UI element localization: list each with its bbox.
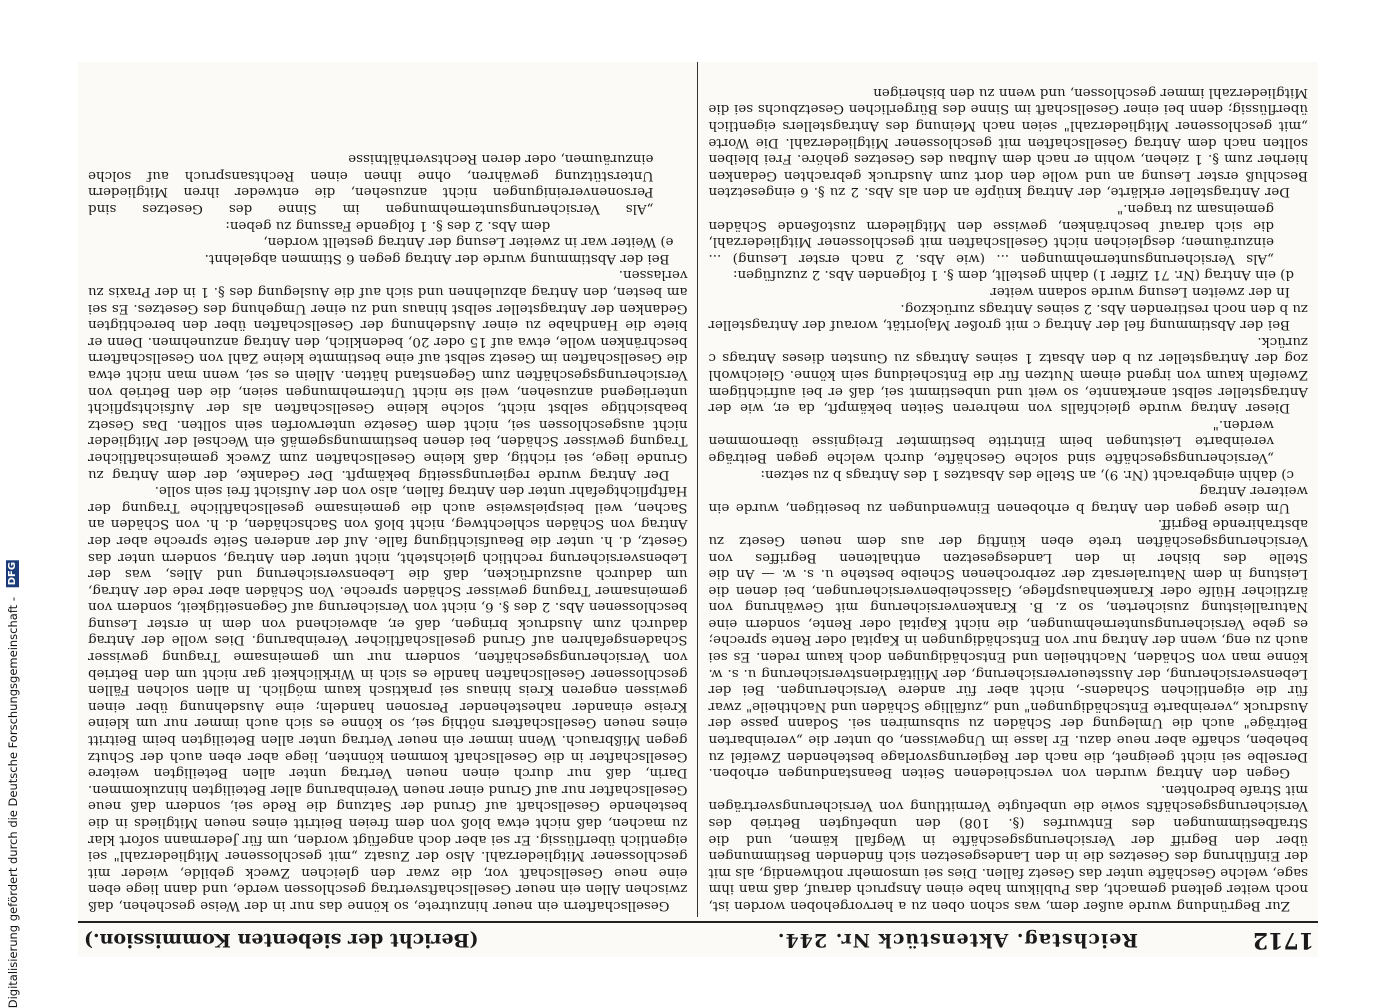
text-columns xyxy=(78,62,1318,917)
left-column xyxy=(699,62,1319,917)
motion-text-e: dem Abs. 2 des §. 1 folgende Fassung zu geben: xyxy=(225,217,551,233)
credit-text: Digitalisierung gefördert durch die Deutsche Forschungsgemeinschaft - xyxy=(6,597,20,1008)
paragraph: Bei der Abstimmung wurde der Antrag gegen 6 Stimmen abgelehnt. xyxy=(204,250,670,266)
motion-item-c: c) dahin eingebracht (Nr. 9), an Stelle des Absatzes 1 des Antrags b zu setzen: xyxy=(760,466,1294,482)
right-column xyxy=(78,62,699,917)
paragraph: Gesellschaftern ein neuer hinzutrete, so könne das nur in der Weise geschehen, daß zwischen Allen ein neuer Gesellschaftsvertrag geschlossen werde, und dann liege eben eine neue Gesellschaft vor, die zwar den gleichen Zweck gebilde, wieder mit geschlossener Mitgliederzahl. Also der Zusatz „mit geschlossener Mitgliederzahl" sei eigentlich überflüssig. Er sei aber doch angefügt worden, um für Jedermann sofort klar zu machen, daß nicht etwa bloß von dem freien Beitritt eines neuen Mitglieds in die bestehende Gesellschaft auf Grund der Satzung die Rede sei, sondern daß neue Gesellschafter nur auf Grund einer neuen Vereinbarung aller Beteiligten hinzukommen. Darin, daß nur durch einen neuen Vertrag unter allen Beteiligten weitere Gesellschafter in die Gesellschaft kommen könnten, liege aber eben auch der Schutz gegen Mißbrauch. Wenn immer ein neuer Vertrag unter allen Beteiligten beim Beitritt eines neuen Gesellschafters nöthig sei, so könne es sich auch immer nur um kleine Kreise einander nahestehender Personen handeln; eine Ausdehnung über einen gewissen engeren Kreis hinaus sei praktisch kaum möglich. In allen solchen Fällen geschlossener Gesellschaften handle es sich in Wirklichkeit gar nicht um den Betrieb von Versicherungsgeschäften, sondern nur um gemeinsame Tragung gewisser Schadensgefahren auf Grund gesellschaftlicher Vereinbarung. Dies wolle der Antrag dadurch zum Ausdruck bringen, daß er, abweichend von dem in erster Lesung beschlossenen Abs. 2 des §. 6, nicht von Versicherung auf Gegenseitigkeit, sondern von gemeinsamer Tragung gewisser Schäden spreche. Von Schäden aber rede der Antrag, um dadurch auszudrücken, daß die Lebensversicherung und Alles, was der Lebensversicherung rechtlich gleichsteht, nicht unter den Antrag, sondern unter das Gesetz, d. h. unter die Beaufsichtigung falle. Auf der anderen Seite spreche aber der Antrag von Schäden schlechtweg, nicht bloß von Sachschäden, d. h. von Schäden an Sachen, weil beispielsweise auch die gemeinsame gesellschaftliche Tragung der Haftpflichtgefahr unter den Antrag fallen, also von der Aufsicht frei sein solle. xyxy=(88,483,688,913)
page-number: 1712 xyxy=(1252,927,1314,953)
paragraph: Gegen den Antrag wurden von verschiedenen Seiten Beanstandungen erhoben. Derselbe sei nicht geeignet, die nach der Regierungsvorlage bestehenden Zweifel zu beheben, schaffe aber neue dazu. Er lasse im Ungewissen, ob unter die „vereinbarten Beiträge" auch die Umlegung der Schäden zu subsumiren sei. Sodann passe der Ausdruck „vereinbarte Entschädigungen" und „zufällige Schäden und Nachtheile" zwar für die eigentlichen Schadens-, nicht aber für andere Versicherungen. Bei der Lebensversicherung, der Aussteuerversicherung, der Militärdienstversicherung u. s. w. könne man von Schäden, Nachtheilen und Entschädigungen doch kaum reden. Es sei auch zu eng, wenn der Antrag nur von Entschädigungen in Kapital oder Rente spreche; es gebe Versicherungsunternehmungen, die nicht Kapital oder Rente, sondern eine Naturalleistung zusicherten, so z. B. Krankenversicherung mit Gewährung von ärztlicher Hülfe oder Krankenhauspflege, Glasscheibenversicherungen, bei denen die Leistung in dem Naturalersatz der zerbrochenen Scheibe bestehe u. s. w. — An die Stelle des bisher in den Landesgesetzen enthaltenen Begriffes von Versicherungsgeschäften trete eben künftig der aus dem neuen Gesetz zu abstrahirende Begriff. xyxy=(708,516,1308,781)
paragraph: In der zweiten Lesung wurde sodann weiter xyxy=(990,284,1290,300)
quote-c: „Versicherungsgeschäfte sind solche Geschäfte, durch welche gegen Beiträge vereinbarte Leistungen beim Eintritte bestimmter Ereignisse übernommen werden." xyxy=(708,416,1274,465)
document-page xyxy=(78,62,1318,957)
paragraph: Der Antragsteller erklärte, der Antrag knüpfe an den als Abs. 2 zu §. 6 eingesetzten Beschluß erster Lesung an und wolle den dort zum Ausdruck gebrachten Gedanken hierher zum §. 1 ziehen, wohin er nach dem Aufbau des Gesetzes gehöre. Frei bleiben sollten nach dem Antrag Gesellschaften mit geschlossener Mitgliederzahl. Die Worte „mit geschlossener Mitgliederzahl" seien nach Meinung des Antragstellers eigentlich überflüssig; denn bei einer Gesellschaft im Sinne des Bürgerlichen Gesetzbuchs sei die Mitgliederzahl immer geschlossen, und wenn zu den bisherigen xyxy=(708,84,1308,200)
page-subtitle: (Bericht der siebenten Kommission.) xyxy=(84,929,479,951)
paragraph: Zur Begründung wurde außer dem, was schon oben zu a hervorgehoben worden ist, noch weiter geltend gemacht, das Publikum habe einen Anspruch darauf, daß man ihm sage, welche Geschäfte unter das Gesetz fallen. Dies sei umsomehr nothwendig, als mit der Einführung des Gesetzes die in den Landesgesetzen sich findenden Bestimmungen über den Begriff der Versicherungsgeschäfte in Wegfall kämen, und die Strafbestimmungen des Entwurfes (§. 108) den unbefugten Betrieb des Versicherungsgeschäfts sowie die unbefugte Vermittlung von Versicherungsverträgen mit Strafe bedrohten. xyxy=(708,781,1308,913)
quote-d: „Als Versicherungsunternehmungen ... (wie Abs. 2 nach erster Lesung) ... einzuräumen; desgleichen nicht Gesellschaften mit geschlossener Mitgliederzahl, die sich darauf beschränken, gewisse den Mitgliedern zustoßende Schäden gemeinsam zu tragen." xyxy=(708,201,1274,266)
quote-e: „Als Versicherungsunternehmungen im Sinne des Gesetzes sind Personenvereinigungen nicht anzusehen, die entweder ihren Mitgliedern Unterstützung gewähren, ohne ihnen einen Rechtsanspruch auf solche einzuräumen, oder deren Rechtsverhältnisse xyxy=(88,151,654,217)
paragraph: Dieser Antrag wurde gleichfalls von mehreren Seiten bekämpft, da er, wie der Antragsteller selbst anerkannte, so weit und unbestimmt sei, daß er bei aufrichtigem Zweifeln kaum von irgend einem Nutzen für die Entscheidung sein könne. Gleichwohl zog der Antragsteller zu b den Absatz 1 seines Antrags zu Gunsten dieses Antrags c zurück. xyxy=(708,333,1308,416)
digitization-credit xyxy=(6,560,20,1008)
paragraph: Bei der Abstimmung fiel der Antrag c mit großer Majorität, worauf der Antragsteller zu b den noch restirenden Abs. 2 seines Antrags zurückzog. xyxy=(708,300,1308,333)
dfg-logo: DFG xyxy=(7,562,18,586)
page-title: Reichstag. Aktenstück Nr. 244. xyxy=(776,929,1138,951)
paragraph: Der Antrag wurde regierungsseitig bekämpft. Der Gedanke, der dem Antrag zu Grunde liege, sei richtig, daß kleine Gesellschaften zum Zweck gemeinschaftlicher Tragung gewisser Schäden, bei denen bestimmungsgemäß ein Wechsel der Mitglieder nicht ausgeschlossen sei, nicht dem Gesetze unterworfen sein sollten. Das Gesetz beabsichtige selbst nicht, solche kleine Gesellschaften als der Aufsichtspflicht unterliegend anzusehen, weil sie nicht Unternehmungen seien, die den Betrieb von Versicherungsgeschäften zum Gegenstand hätten. Allein es sei, wenn man nicht etwa die Gesellschaften im Gesetz selbst auf eine bestimmte kleine Zahl von Gesellschaftern beschränken wolle, etwa auf 15 oder 20, bedenklich, den Antrag anzunehmen. Denn er biete die Handhabe zu einer Ausdehnung der Gesellschaften über den berechtigten Gedanken der Antragsteller selbst hinaus und zu einer Umgehung des Gesetzes. Es sei am besten, den Antrag abzulehnen und sich auf die Auslegung des §. 1 in der Praxis zu verlassen. xyxy=(88,267,688,482)
motion-item-d: d) ein Antrag (Nr. 71 Ziffer 1) dahin gestellt, dem §. 1 folgenden Abs. 2 zuzufügen: xyxy=(732,267,1294,283)
paragraph: Um diese gegen den Antrag b erhobenen Einwendungen zu beseitigen, wurde ein weiterer Antrag xyxy=(708,483,1308,515)
motion-item-e: e) Weiter war in zweiter Lesung der Antrag gestellt worden, xyxy=(263,234,674,250)
page-header xyxy=(78,921,1318,957)
